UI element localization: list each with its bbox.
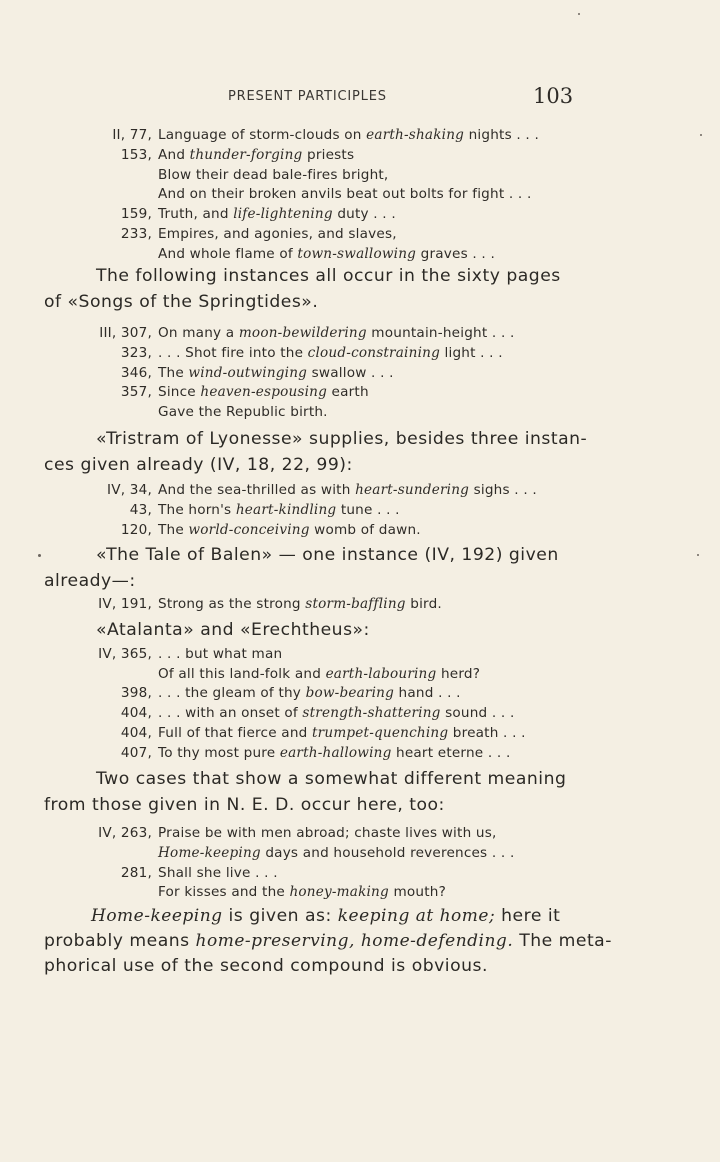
italic-compound: life-lightening: [233, 206, 333, 223]
paragraph-line: [44, 571, 136, 591]
line-reference: 357,: [120, 384, 152, 401]
line-reference: 281,: [120, 864, 152, 881]
quotation-text: [158, 147, 354, 163]
paragraph-line: [96, 266, 561, 286]
text-run: nights . . .: [464, 127, 539, 143]
line-reference: 159,: [120, 206, 152, 223]
paper-speck: [697, 554, 699, 556]
text-run: Shall she live . . .: [158, 864, 278, 881]
quotation-text: [158, 482, 537, 498]
text-run: probably means: [44, 931, 196, 951]
quotation-text: [158, 502, 400, 518]
line-reference: IV, 365,: [98, 646, 152, 662]
quotation-line: [0, 167, 720, 187]
text-run: The following instances all occur in the sixty pages: [96, 266, 561, 286]
quotation-text: [158, 186, 531, 202]
text-run: Praise be with men abroad; chaste lives with us,: [158, 825, 497, 841]
text-run: breath . . .: [448, 724, 526, 741]
quotation-line: [0, 325, 720, 345]
italic-compound: Home-keeping: [91, 906, 223, 926]
text-run: «The Tale of Balen» — one instance (IV, 192) given: [96, 545, 559, 565]
italic-compound: earth-hallowing: [279, 744, 392, 761]
text-run: Empires, and agonies, and slaves,: [158, 226, 397, 242]
text-run: The: [158, 521, 189, 538]
quotation-line: [0, 884, 720, 904]
quotation-text: [158, 646, 282, 662]
text-run: . . . the gleam of thy: [158, 685, 306, 702]
paper-speck: [700, 134, 702, 136]
text-run: . . . Shot fire into the: [158, 344, 308, 361]
quotation-text: [158, 685, 461, 701]
quotation-line: [0, 226, 720, 246]
quotation-text: [158, 865, 278, 881]
quotation-line: [0, 404, 720, 424]
quotation-text: [158, 127, 539, 143]
paragraph-line: [96, 429, 587, 449]
text-run: Gave the Republic birth.: [158, 404, 328, 421]
italic-compound: home-preserving, home-defending.: [195, 931, 514, 951]
quotation-text: [158, 365, 394, 381]
italic-compound: earth-labouring: [325, 665, 437, 682]
text-run: And on their broken anvils beat out bolts for fight . . .: [158, 186, 532, 203]
text-run: swallow . . .: [307, 364, 394, 381]
text-run: And the sea-thrilled as with: [158, 482, 356, 498]
running-head: PRESENT PARTICIPLES: [228, 89, 387, 104]
italic-compound: world-conceiving: [188, 521, 310, 538]
quotation-text: [158, 345, 503, 361]
quotation-line: [0, 745, 720, 765]
text-run: of «Songs of the Springtides».: [44, 291, 319, 312]
paragraph-line: [44, 292, 318, 312]
quotation-line: [0, 845, 720, 865]
text-run: mountain-height . . .: [366, 325, 515, 341]
quotation-line: [0, 865, 720, 885]
text-run: Language of storm-clouds on: [158, 127, 367, 143]
quotation-line: [0, 705, 720, 725]
text-run: Since: [158, 384, 201, 401]
italic-compound: bow-bearing: [305, 685, 395, 702]
line-reference: 233,: [120, 226, 152, 242]
quotation-text: [158, 522, 421, 538]
text-run: . . . with an onset of: [158, 705, 303, 722]
quotation-line: [0, 825, 720, 845]
quotation-line: [0, 345, 720, 365]
text-run: On many a: [158, 325, 239, 341]
quotation-line: [0, 246, 720, 266]
quotation-text: [158, 825, 497, 841]
text-run: The meta-: [513, 931, 612, 951]
quotation-line: [0, 482, 720, 502]
italic-compound: town-swallowing: [297, 245, 417, 262]
quotation-text: [158, 384, 369, 400]
italic-compound: thunder-forging: [189, 146, 303, 163]
italic-compound: strength-shattering: [302, 705, 441, 722]
text-run: here it: [495, 906, 561, 926]
paragraph-line: [96, 620, 370, 640]
text-run: For kisses and the: [158, 884, 290, 901]
line-reference: 43,: [129, 501, 152, 518]
quotation-line: [0, 127, 720, 147]
text-run: And: [158, 146, 190, 163]
text-run: hand . . .: [394, 685, 461, 702]
quotation-line: [0, 206, 720, 226]
italic-compound: trumpet-quenching: [312, 724, 449, 741]
text-run: Of all this land-folk and: [158, 665, 326, 682]
text-run: sighs . . .: [469, 482, 537, 498]
quotation-text: [158, 226, 397, 242]
italic-compound: Home-keeping: [158, 844, 261, 861]
line-reference: 120,: [120, 521, 152, 538]
italic-compound: moon-bewildering: [238, 325, 367, 341]
paragraph-line: [44, 455, 353, 475]
italic-compound: keeping at home;: [337, 906, 496, 926]
page-number: 103: [533, 84, 574, 108]
paragraph-line: [96, 769, 566, 789]
text-run: duty . . .: [332, 206, 396, 223]
italic-compound: wind-outwinging: [188, 364, 308, 381]
text-run: womb of dawn.: [309, 521, 421, 538]
italic-compound: honey-making: [289, 884, 389, 901]
text-run: . . . but what man: [158, 646, 283, 662]
line-reference: 404,: [120, 705, 152, 722]
italic-compound: heaven-espousing: [200, 384, 328, 401]
text-run: To thy most pure: [158, 744, 280, 761]
text-run: The: [158, 364, 189, 381]
line-reference: IV, 191,: [98, 596, 152, 612]
quotation-text: [158, 725, 526, 741]
text-run: Truth, and: [158, 206, 234, 223]
text-run: phorical use of the second compound is obvious.: [44, 956, 488, 976]
quotation-text: [158, 206, 396, 222]
paragraph-line: [44, 931, 612, 951]
page-header: [0, 84, 720, 114]
text-run: bird.: [405, 596, 442, 612]
quotation-line: [0, 502, 720, 522]
line-reference: 346,: [120, 364, 152, 381]
paragraph-line: [96, 545, 559, 565]
italic-compound: cloud-constraining: [307, 344, 440, 361]
paragraph-line: [91, 906, 560, 926]
line-reference: IV, 263,: [98, 825, 152, 841]
quotation-text: [158, 596, 442, 612]
text-run: «Tristram of Lyonesse» supplies, besides three instan-: [96, 429, 588, 449]
quotation-line: [0, 522, 720, 542]
quotation-text: [158, 845, 514, 861]
quotation-text: [158, 666, 480, 682]
line-reference: III, 307,: [99, 325, 152, 341]
quotation-line: [0, 365, 720, 385]
text-run: And whole flame of: [158, 245, 298, 262]
italic-compound: storm-baffling: [305, 596, 406, 612]
line-reference: 407,: [120, 744, 152, 761]
quotation-text: [158, 705, 515, 721]
text-run: sound . . .: [440, 705, 515, 722]
quotation-line: [0, 186, 720, 206]
line-reference: 323,: [120, 344, 152, 361]
quotation-text: [158, 325, 515, 341]
text-run: days and household reverences . . .: [260, 844, 515, 861]
text-run: already—:: [44, 570, 136, 591]
line-reference: 153,: [120, 146, 152, 163]
text-run: The horn's: [158, 501, 236, 518]
text-run: light . . .: [439, 344, 503, 361]
italic-compound: earth-shaking: [366, 127, 465, 143]
text-run: graves . . .: [416, 245, 495, 262]
paper-speck: [578, 13, 580, 15]
text-run: is given as:: [222, 906, 338, 926]
text-run: herd?: [436, 665, 481, 682]
text-run: Blow their dead bale-fires bright,: [158, 166, 389, 183]
paragraph-line: [44, 795, 445, 815]
quotation-text: [158, 884, 446, 900]
text-run: heart eterne . . .: [391, 744, 511, 761]
quotation-line: [0, 147, 720, 167]
text-run: earth: [327, 384, 369, 401]
text-run: «Atalanta» and «Erechtheus»:: [96, 620, 370, 640]
text-run: Two cases that show a somewhat different meaning: [96, 769, 567, 789]
line-reference: 404,: [120, 724, 152, 741]
quotation-line: [0, 596, 720, 616]
line-reference: IV, 34,: [107, 482, 152, 498]
quotation-line: [0, 666, 720, 686]
italic-compound: heart-sundering: [355, 482, 470, 498]
quotation-line: [0, 725, 720, 745]
text-run: Strong as the strong: [158, 596, 306, 612]
text-run: from those given in N. E. D. occur here, too:: [44, 794, 445, 815]
quotation-text: [158, 404, 328, 420]
italic-compound: heart-kindling: [235, 501, 337, 518]
text-run: Full of that fierce and: [158, 724, 312, 741]
text-run: tune . . .: [336, 501, 400, 518]
quotation-text: [158, 745, 510, 761]
text-run: ces given already (IV, 18, 22, 99):: [44, 454, 353, 475]
quotation-line: [0, 384, 720, 404]
quotation-text: [158, 246, 495, 262]
quotation-line: [0, 685, 720, 705]
text-run: priests: [302, 146, 355, 163]
line-reference: II, 77,: [112, 127, 152, 143]
quotation-text: [158, 167, 388, 183]
line-reference: 398,: [120, 685, 152, 702]
paragraph-line: [44, 956, 488, 976]
paper-speck: [38, 554, 41, 557]
text-run: mouth?: [388, 884, 446, 901]
quotation-line: [0, 646, 720, 666]
